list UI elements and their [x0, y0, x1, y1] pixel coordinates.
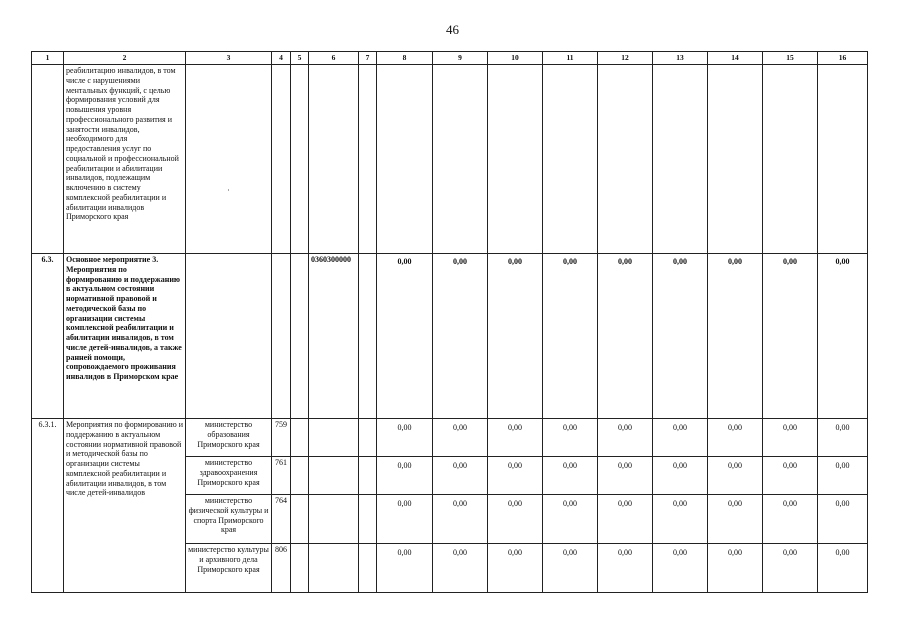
amount-cell: 0,00 — [433, 254, 488, 419]
column-header: 13 — [653, 52, 708, 65]
column-header: 8 — [377, 52, 433, 65]
amount-cell: 0,00 — [763, 254, 818, 419]
amount-cell: 0,00 — [818, 495, 868, 544]
amount-cell: 0,00 — [598, 419, 653, 457]
executor-name: министерство физической культуры и спорта Приморского края — [186, 495, 272, 544]
amount-cell: 0,00 — [543, 495, 598, 544]
amount-cell: 0,00 — [763, 419, 818, 457]
amount-cell: 0,00 — [708, 457, 763, 495]
amount-cell: 0,00 — [543, 254, 598, 419]
column-header: 15 — [763, 52, 818, 65]
amount-cell: 0,00 — [708, 495, 763, 544]
executor-code: 759 — [272, 419, 291, 457]
column-header: 6 — [309, 52, 359, 65]
amount-cell: 0,00 — [653, 544, 708, 593]
amount-cell: 0,00 — [763, 495, 818, 544]
budget-table — [31, 51, 868, 593]
activity-description: Мероприятия по формированию и поддержанию в актуальном состоянии нормативной правовой и методической базы по организации системы комплексной реабилитации и абилитации инвалидов, в том числе детей-инвалидов — [64, 419, 186, 593]
header-row — [32, 52, 868, 65]
amount-cell: 0,00 — [543, 457, 598, 495]
amount-cell: 0,00 — [488, 495, 543, 544]
amount-cell: 0,00 — [433, 419, 488, 457]
amount-cell: 0,00 — [763, 457, 818, 495]
budget-code: 0360300000 — [309, 254, 359, 419]
column-header: 7 — [359, 52, 377, 65]
amount-cell: 0,00 — [818, 544, 868, 593]
amount-cell: 0,00 — [377, 495, 433, 544]
column-header: 3 — [186, 52, 272, 65]
amount-cell: 0,00 — [543, 544, 598, 593]
amount-cell: 0,00 — [818, 457, 868, 495]
amount-cell: 0,00 — [488, 457, 543, 495]
amount-cell: 0,00 — [433, 544, 488, 593]
column-header: 16 — [818, 52, 868, 65]
column-header: 14 — [708, 52, 763, 65]
amount-cell: 0,00 — [708, 254, 763, 419]
amount-cell: 0,00 — [708, 419, 763, 457]
amount-cell: 0,00 — [377, 419, 433, 457]
amount-cell: 0,00 — [653, 419, 708, 457]
continuation-text: реабилитацию инвалидов, в том числе с нарушениями ментальных функций, с целью формирования условий для повышения уровня профессионального развития и занятости инвалидов, необходимого для предоставления услуг по социальной и профессиональной реабилитации и абилитации инвалидов, подлежащим включению в систему комплексной реабилитации и абилитации инвалидов Приморского края — [64, 65, 186, 254]
amount-cell: 0,00 — [818, 419, 868, 457]
executor-name: министерство здравоохранения Приморского края — [186, 457, 272, 495]
amount-cell: 0,00 — [488, 419, 543, 457]
amount-cell: 0,00 — [598, 457, 653, 495]
amount-cell: 0,00 — [653, 457, 708, 495]
table-row-continuation — [32, 65, 868, 254]
amount-cell: 0,00 — [763, 544, 818, 593]
amount-cell: 0,00 — [377, 457, 433, 495]
page-number: 46 — [446, 22, 459, 37]
executor-name: министерство образования Приморского края — [186, 419, 272, 457]
row-number: 6.3.1. — [32, 419, 64, 593]
amount-cell: 0,00 — [598, 495, 653, 544]
column-header: 12 — [598, 52, 653, 65]
column-header: 4 — [272, 52, 291, 65]
amount-cell: 0,00 — [708, 544, 763, 593]
column-header: 2 — [64, 52, 186, 65]
column-header: 5 — [291, 52, 309, 65]
amount-cell: 0,00 — [488, 544, 543, 593]
amount-cell: 0,00 — [818, 254, 868, 419]
stray-mark: · — [227, 186, 230, 195]
amount-cell: 0,00 — [433, 457, 488, 495]
column-header: 10 — [488, 52, 543, 65]
activity-title: Основное мероприятие 3. Мероприятия по формированию и поддержанию в актуальном состоянии нормативной правовой и методической базы по организации системы комплексной реабилитации и абилитации инвалидов, в том числе детей-инвалидов, а также ранней помощи, сопровождаемого проживания инвалидов в Приморском крае — [64, 254, 186, 419]
amount-cell: 0,00 — [598, 254, 653, 419]
executor-code: 761 — [272, 457, 291, 495]
row-number: 6.3. — [32, 254, 64, 419]
table-row-executor — [32, 419, 868, 457]
amount-cell: 0,00 — [377, 254, 433, 419]
executor-code: 806 — [272, 544, 291, 593]
amount-cell: 0,00 — [653, 254, 708, 419]
amount-cell: 0,00 — [653, 495, 708, 544]
column-header: 9 — [433, 52, 488, 65]
table-row-main-activity — [32, 254, 868, 419]
column-header: 1 — [32, 52, 64, 65]
executor-name: министерство культуры и архивного дела Приморского края — [186, 544, 272, 593]
amount-cell: 0,00 — [377, 544, 433, 593]
amount-cell: 0,00 — [433, 495, 488, 544]
amount-cell: 0,00 — [543, 419, 598, 457]
amount-cell: 0,00 — [598, 544, 653, 593]
column-header: 11 — [543, 52, 598, 65]
amount-cell: 0,00 — [488, 254, 543, 419]
executor-code: 764 — [272, 495, 291, 544]
